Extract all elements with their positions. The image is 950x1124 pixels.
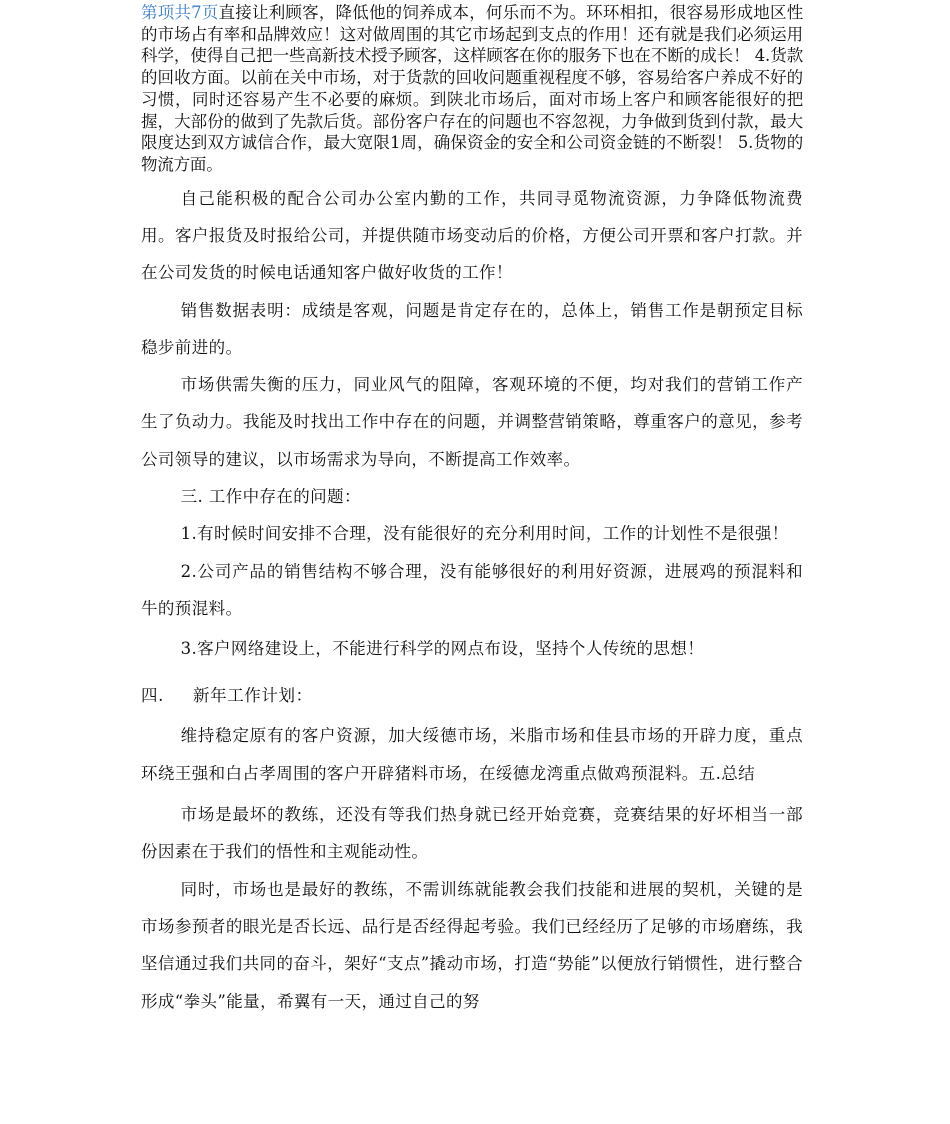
document-page xyxy=(141,0,803,1020)
top-continuation-block xyxy=(141,0,803,176)
paragraph-summary-1: 市场是最坏的教练，还没有等我们热身就已经开始竞赛，竞赛结果的好坏相当一部份因素在于我们的悟性和主观能动性。 xyxy=(141,805,803,862)
section-3-heading: 三. 工作中存在的问题： xyxy=(180,487,361,506)
issue-item-3: 3.客户网络建设上，不能进行科学的网点布设，坚持个人传统的思想！ xyxy=(180,639,705,659)
issue-item-1: 1.有时候时间安排不合理，没有能很好的充分利用时间，工作的计划性不是很强！ xyxy=(180,524,789,544)
section-4-heading xyxy=(141,685,803,707)
issue-item-2: 2.公司产品的销售结构不够合理，没有能够很好的利用好资源，进展鸡的预混料和牛的预混料。 xyxy=(141,561,803,618)
paragraph-logistics: 自己能积极的配合公司办公室内勤的工作，共同寻觅物流资源，力争降低物流费用。客户报货及时报给公司，并提供随市场变动后的价格，方便公司开票和客户打款。并在公司发货的时候电话通知客户做好收货的工作！ xyxy=(141,188,803,283)
paragraph-market-pressure: 市场供需失衡的压力，同业风气的阻障，客观环境的不便，均对我们的营销工作产生了负动力。我能及时找出工作中存在的问题，并调整营销策略，尊重客户的意见，参考公司领导的建议，以市场需求为导向，不断提高工作效率。 xyxy=(141,375,803,469)
page-reference: 第项共7页 xyxy=(141,3,219,22)
section-4-title: 新年工作计划： xyxy=(193,686,313,706)
section-4-number: 四. xyxy=(141,686,164,706)
top-continuation-text: 直接让利顾客，降低他的饲养成本，何乐而不为。环环相扣，很容易形成地区性的市场占有率和品牌效应！这对做周围的其它市场起到支点的作用！还有就是我们必须运用科学，使得自己把一些高新技术授予顾客，这样顾客在你的服务下也在不断的成长！ 4.货款的回收方面。以前在关中市场，对于货款的回收问题重视程度不够，容易给客户养成不好的习惯，同时还容易产生不必要的麻烦。到陕北市场后，面对市场上客户和顾客能很好的把握，大部份的做到了先款后货。部份客户存在的问题也不容忽视，力争做到货到付款，最大限度达到双方诚信合作，最大宽限1周，确保资金的安全和公司资金链的不断裂！ 5.货物的物流方面。 xyxy=(141,3,803,174)
paragraph-plan: 维持稳定原有的客户资源，加大绥德市场，米脂市场和佳县市场的开辟力度，重点环绕王强和白占孝周围的客户开辟猪料市场，在绥德龙湾重点做鸡预混料。五.总结 xyxy=(141,726,803,783)
paragraph-summary-2: 同时，市场也是最好的教练，不需训练就能教会我们技能和进展的契机，关键的是市场参预者的眼光是否长远、品行是否经得起考验。我们已经经历了足够的市场磨练，我坚信通过我们共同的奋斗，架好“支点”撬动市场，打造“势能”以便放行销惯性，进行整合形成“拳头”能量，希翼有一天，通过自己的努 xyxy=(141,879,803,1011)
paragraph-sales-data: 销售数据表明：成绩是客观，问题是肯定存在的，总体上，销售工作是朝预定目标稳步前进的。 xyxy=(141,300,803,357)
